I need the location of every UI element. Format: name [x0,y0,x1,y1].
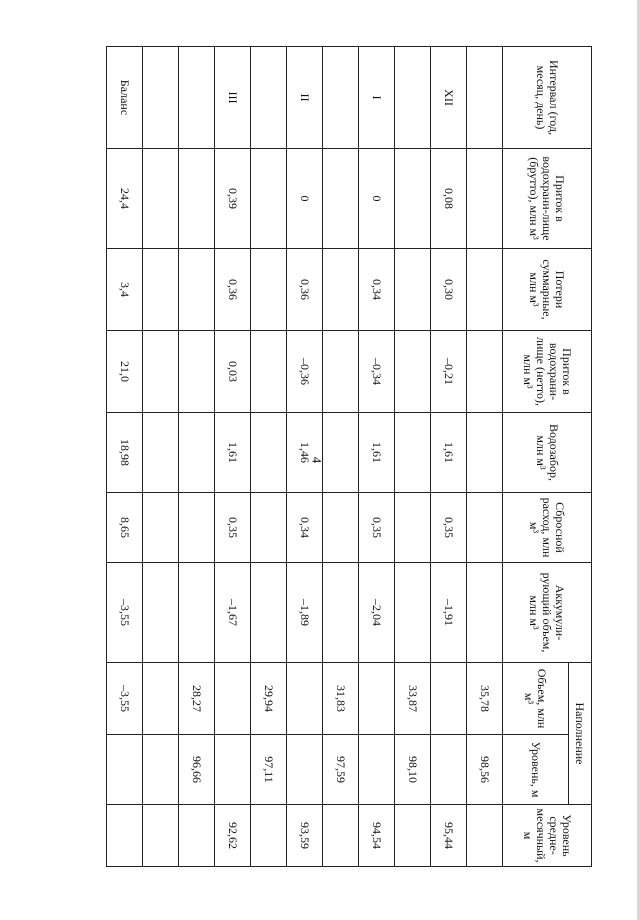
table-row [215,47,251,867]
header-discharge: Сбросной расход, млн м³ [503,493,592,563]
table-row [467,47,503,867]
cell-discharge [143,493,179,563]
cell-withdrawal: 1,61 [359,413,395,493]
cell-level: 98,56 [467,735,503,805]
header-filling: Наполнение [569,663,592,805]
header-inflow-gross: Приток в водохрани-лище (брутто), млн м³ [503,149,592,249]
cell-discharge: 0,34 [287,493,323,563]
cell-losses: 0,34 [359,249,395,331]
cell-withdrawal: 18,98 [107,413,143,493]
cell-avg-level [323,805,359,867]
cell-withdrawal [323,413,359,493]
cell-inflow-net: –0,36 [287,331,323,413]
cell-accumulated [179,563,215,663]
cell-inflow-gross: 24,4 [107,149,143,249]
cell-discharge [251,493,287,563]
cell-discharge [395,493,431,563]
cell-discharge [467,493,503,563]
cell-withdrawal: 1,61 [215,413,251,493]
table-row [179,47,215,867]
cell-accumulated [323,563,359,663]
cell-losses: 0,36 [287,249,323,331]
cell-volume: 28,27 [179,663,215,735]
cell-avg-level: 95,44 [431,805,467,867]
cell-level: 98,10 [395,735,431,805]
cell-interval [467,47,503,149]
cell-withdrawal [179,413,215,493]
cell-volume [287,663,323,735]
cell-inflow-gross [179,149,215,249]
cell-losses [323,249,359,331]
header-accumulated: Аккумули-рующий объем, млн м³ [503,563,592,663]
cell-inflow-gross [251,149,287,249]
cell-volume [215,663,251,735]
cell-inflow-net [323,331,359,413]
cell-volume: 33,87 [395,663,431,735]
cell-losses [179,249,215,331]
cell-withdrawal [395,413,431,493]
cell-level [359,735,395,805]
cell-volume: 29,94 [251,663,287,735]
cell-inflow-net [251,331,287,413]
cell-inflow-net: –0,34 [359,331,395,413]
cell-avg-level [467,805,503,867]
cell-discharge: 0,35 [215,493,251,563]
cell-level: 97,59 [323,735,359,805]
cell-level [287,735,323,805]
cell-avg-level: 93,59 [287,805,323,867]
cell-accumulated: –1,67 [215,563,251,663]
cell-discharge: 0,35 [431,493,467,563]
cell-accumulated: –1,89 [287,563,323,663]
cell-inflow-net: 21,0 [107,331,143,413]
cell-interval [179,47,215,149]
header-losses: Потери суммарные, млн м³ [503,249,592,331]
cell-level: 97,11 [251,735,287,805]
page-number: 4 [309,456,325,464]
cell-inflow-gross: 0,39 [215,149,251,249]
cell-losses [467,249,503,331]
cell-losses [395,249,431,331]
cell-interval: XII [431,47,467,149]
cell-avg-level [395,805,431,867]
cell-interval: II [287,47,323,149]
cell-inflow-gross [395,149,431,249]
cell-discharge: 0,35 [359,493,395,563]
cell-inflow-gross: 0,08 [431,149,467,249]
cell-interval [395,47,431,149]
cell-losses: 0,30 [431,249,467,331]
cell-accumulated: –3,55 [107,563,143,663]
cell-accumulated [143,563,179,663]
cell-inflow-net: 0,03 [215,331,251,413]
cell-accumulated [251,563,287,663]
cell-inflow-gross [467,149,503,249]
table-row [323,47,359,867]
cell-discharge [179,493,215,563]
cell-discharge: 8,65 [107,493,143,563]
cell-interval: Баланс [107,47,143,149]
table-body [107,47,503,867]
table-row [251,47,287,867]
cell-volume [359,663,395,735]
table-row [143,47,179,867]
cell-withdrawal [143,413,179,493]
cell-avg-level [251,805,287,867]
cell-withdrawal: 1,61 [431,413,467,493]
cell-interval [251,47,287,149]
cell-losses: 3,4 [107,249,143,331]
cell-accumulated [467,563,503,663]
cell-inflow-net [467,331,503,413]
cell-losses [251,249,287,331]
reservoir-balance-table [106,46,592,867]
cell-inflow-net [143,331,179,413]
header-inflow-net: Приток в водохрани-лище (нетто), млн м³ [503,331,592,413]
cell-volume [143,663,179,735]
header-volume: Объем, млн м³ [503,663,569,735]
cell-volume: 31,83 [323,663,359,735]
cell-interval: III [215,47,251,149]
table-row [431,47,467,867]
cell-level [215,735,251,805]
header-withdrawal: Водозабор, млн м³ [503,413,592,493]
cell-accumulated [395,563,431,663]
cell-avg-level [179,805,215,867]
cell-withdrawal [251,413,287,493]
cell-withdrawal: 1,46 [287,413,323,493]
cell-interval [323,47,359,149]
cell-volume [431,663,467,735]
cell-avg-level [107,805,143,867]
header-interval: Интервал (год, месяц, день) [503,47,592,149]
cell-discharge [323,493,359,563]
cell-losses [143,249,179,331]
cell-level [107,735,143,805]
cell-inflow-net [179,331,215,413]
cell-avg-level: 94,54 [359,805,395,867]
cell-accumulated: –2,04 [359,563,395,663]
cell-inflow-gross: 0 [359,149,395,249]
cell-inflow-gross [143,149,179,249]
cell-inflow-net: –0,21 [431,331,467,413]
cell-avg-level: 92,62 [215,805,251,867]
table-row [395,47,431,867]
cell-inflow-gross: 0 [287,149,323,249]
cell-volume: –3,55 [107,663,143,735]
cell-level [431,735,467,805]
cell-volume: 35,78 [467,663,503,735]
header-level: Уровень, м [503,735,569,805]
cell-losses: 0,36 [215,249,251,331]
cell-inflow-gross [323,149,359,249]
header-avg-level: Уровень средне-месячный, м [503,805,592,867]
cell-inflow-net [395,331,431,413]
cell-avg-level [143,805,179,867]
balance-row [107,47,143,867]
cell-level: 96,66 [179,735,215,805]
cell-interval: I [359,47,395,149]
cell-level [143,735,179,805]
cell-accumulated: –1,91 [431,563,467,663]
cell-withdrawal [467,413,503,493]
table-row [359,47,395,867]
rotated-table-wrapper [118,46,592,866]
cell-interval [143,47,179,149]
table-row [287,47,323,867]
